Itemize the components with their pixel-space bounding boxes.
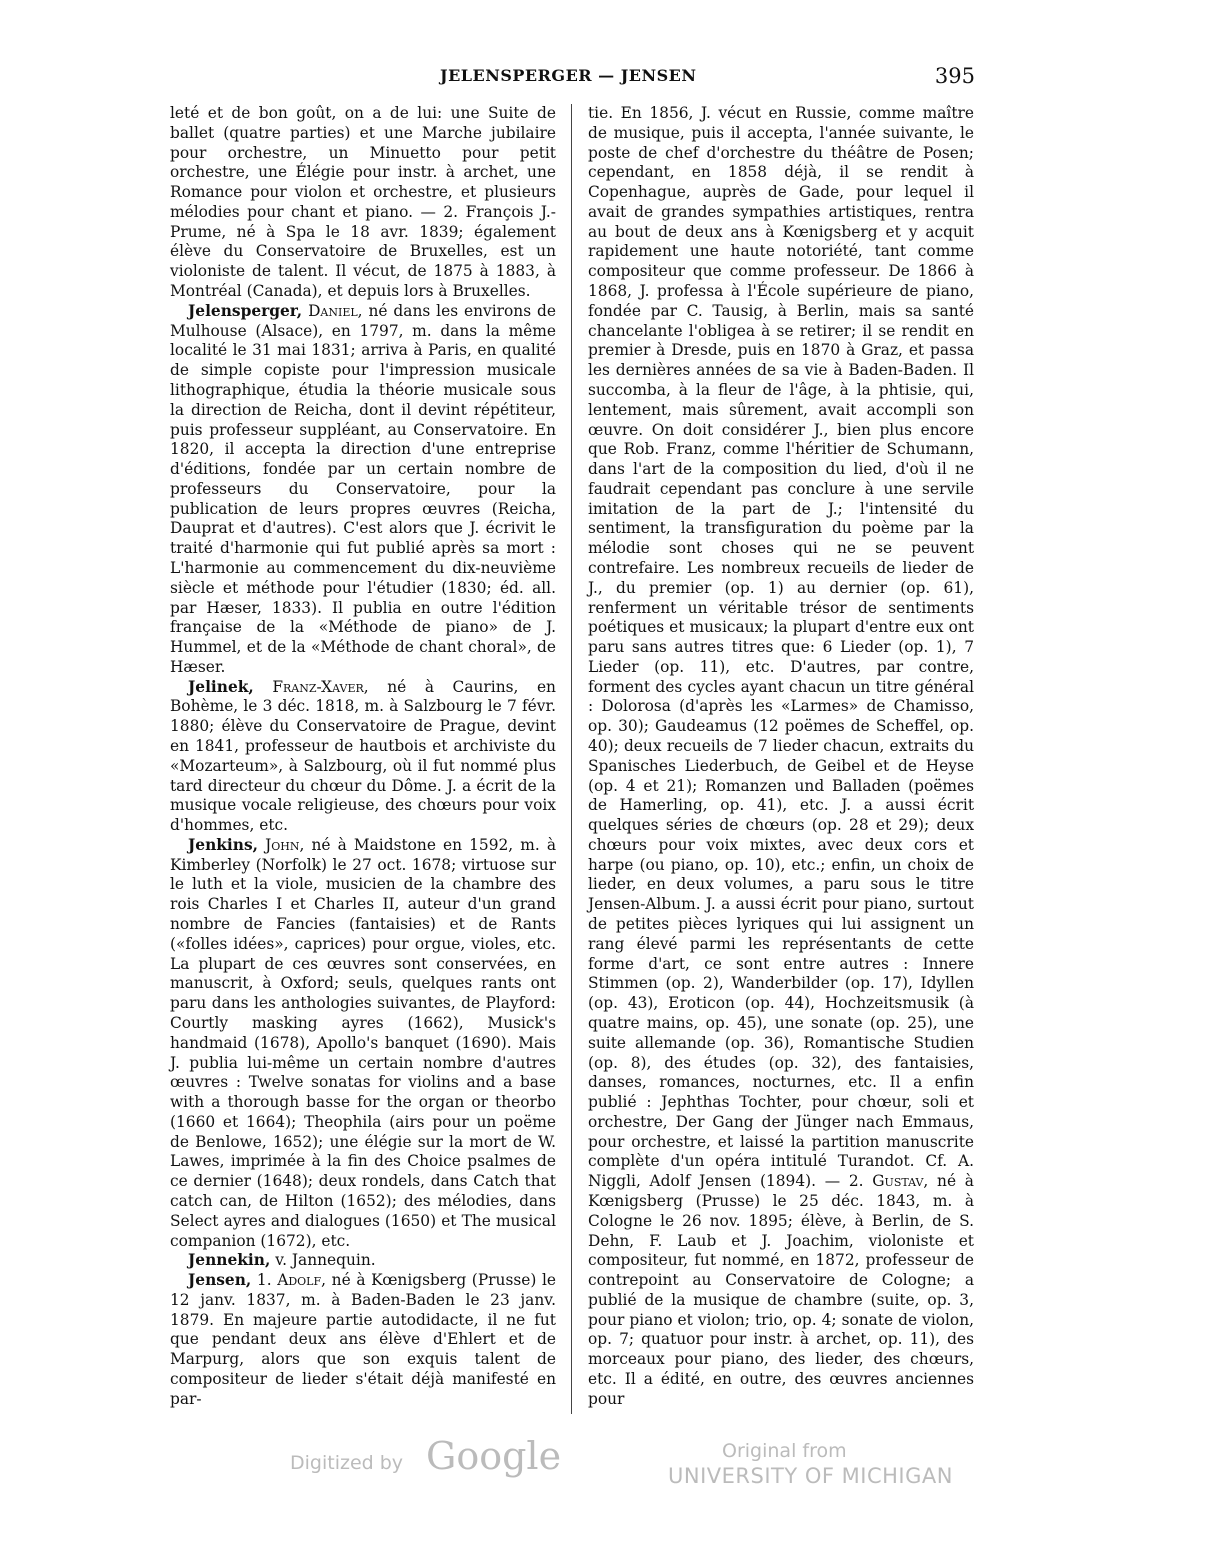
left-column xyxy=(170,104,556,1410)
entry-forename: Gustav, xyxy=(872,1172,929,1191)
entry-text: né à Kœnigsberg (Prusse) le 12 janv. 1837, m. à Baden-Baden le 23 janv. 1879. En majeure partie autodidacte, il ne fut que pendant deux ans élève d'Ehlert et de Marpurg, alors que son exquis talent de compositeur de lieder s'était déjà manifesté en par- xyxy=(170,1271,557,1408)
entry-text: v. Jannequin. xyxy=(275,1251,376,1270)
running-head: JELENSPERGER — JENSEN xyxy=(440,66,697,85)
entry-headword: Jenkins, xyxy=(188,835,258,854)
entry-forename: John, xyxy=(265,835,305,854)
right-column xyxy=(588,104,974,1410)
original-from-text: Original from xyxy=(722,1440,847,1462)
paragraph-continuation: leté et de bon goût, on a de lui: une Suite de ballet (quatre parties) et une Marche jubilaire pour orchestre, un Minuetto pour petit orchestre, une Élégie pour instr. à archet, une Romance pour violon et orchestre, et plusieurs mélodies pour chant et piano. — 2. François J.-Prume, né à Spa le 18 avr. 1839; également élève du Conservatoire de Bruxelles, est un violoniste de talent. Il vécut, de 1875 à 1883, à Montréal (Canada), et depuis lors à Bruxelles. xyxy=(170,104,556,301)
column-divider xyxy=(571,104,572,1414)
paragraph-continuation xyxy=(588,104,974,1410)
entry-jenkins xyxy=(170,836,556,1251)
entry-text: né dans les environs de Mulhouse (Alsace), en 1797, m. dans la même localité le 31 mai 1831; arriva à Paris, en qualité de simple copiste pour l'impression musicale lithographique, étudia la théorie musicale sous la direction de Reicha, dont il devint répétiteur, puis professeur suppléant, au Conservatoire. En 1820, il accepta la direction d'une entreprise d'éditions, fondée par un certain nombre de professeurs du Conservatoire, pour la publication de leurs propres œuvres (Reicha, Dauprat et d'autres). C'est alors que J. écrivit le traité d'harmonie qui fut publié après sa mort : L'harmonie au commencement du dix-neuvième siècle et méthode pour l'étudier (1830; éd. all. par Hæser, 1833). Il publia en outre l'édition française de la «Méthode de piano» de J. Hummel, et de la «Méthode de chant choral», de Hæser. xyxy=(170,301,556,676)
scan-watermark xyxy=(0,1434,1207,1500)
university-text: UNIVERSITY OF MICHIGAN xyxy=(668,1464,953,1488)
entry-forename: Daniel, xyxy=(308,301,363,320)
entry-jelensperger xyxy=(170,302,556,678)
entry-jelinek xyxy=(170,678,556,836)
entry-jennekin xyxy=(170,1251,556,1271)
google-logo: Google xyxy=(426,1434,562,1478)
entry-text: né à Maidstone en 1592, m. à Kimberley (Norfolk) le 27 oct. 1678; virtuose sur le luth et la viole, musicien de la chambre des rois Charles I et Charles II, auteur d'un grand nombre de Fancies (fantaisies) et de Rants («folles idées», caprices) pour orgue, violes, etc. La plupart de ces œuvres sont conservées, en manuscrit, à Oxford; seuls, quelques rants ont paru dans les anthologies suivantes, de Playford: Courtly masking ayres (1662), Musick's handmaid (1678), Apollo's banquet (1690). Mais J. publia lui-même un certain nombre d'autres œuvres : Twelve sonatas for violins and a base with a thorough basse for the organ or theorbo (1660 et 1664); Theophila (airs pour un poëme de Benlowe, 1652); une élégie sur la mort de W. Lawes, imprimée à la fin des Choice psalmes de ce dernier (1648); deux rondels, dans Catch that catch can, de Hilton (1652); des mélodies, dans Select ayres and dialogues (1650) et The musical companion (1672), etc. xyxy=(170,835,556,1250)
page-header xyxy=(170,64,975,94)
entry-jensen xyxy=(170,1271,556,1409)
entry-forename: Franz-Xaver, xyxy=(272,677,369,696)
entry-text: né à Caurins, en Bohème, le 3 déc. 1818, m. à Salzbourg le 7 févr. 1880; élève du Conservatoire de Prague, devint en 1841, professeur de hautbois et archiviste du «Mozarteum», à Salzbourg, où il fut nommé plus tard directeur du chœur du Dôme. J. a écrit de la musique vocale religieuse, des chœurs pour voix d'hommes, etc. xyxy=(170,677,556,835)
page-number: 395 xyxy=(934,64,975,88)
entry-headword: Jelinek, xyxy=(188,677,254,696)
entry-headword: Jennekin, xyxy=(188,1251,271,1270)
entry-headword: Jelensperger, xyxy=(188,301,303,320)
entry-text: tie. En 1856, J. vécut en Russie, comme maître de musique, puis il accepta, l'année suivante, le poste de chef d'orchestre du théâtre de Posen; cependant, en 1858 déjà, il se rendit à Copenhague, auprès de Gade, pour lequel il avait de grandes sympathies artistiques, rentra au bout de deux ans à Kœnigsberg et y acquit rapidement une haute notoriété, tant comme compositeur que comme professeur. De 1866 à 1868, J. professa à l'École supérieure de piano, fondée par C. Tausig, à Berlin, mais sa santé chancelante l'obligea à se retirer; il se rendit en premier à Dresde, puis en 1870 à Graz, et passa les dernières années de sa vie à Baden-Baden. Il succomba, à la fleur de l'âge, à la phtisie, qui, lentement, mais sûrement, avait accompli son œuvre. On doit considérer J., bien plus encore que Rob. Franz, comme l'héritier de Schumann, dans l'art de la composition du lied, d'où il ne faudrait cependant pas conclure à une servile imitation de la part de J.; l'intensité du sentiment, la transfiguration du poème par la mélodie sont choses qui ne se peuvent contrefaire. Les nombreux recueils de lieder de J., du premier (op. 1) au dernier (op. 61), renferment un véritable trésor de sentiments poétiques et musicaux; la plupart d'entre eux ont paru sans autres titres que: 6 Lieder (op. 1), 7 Lieder (op. 11), etc. D'autres, par contre, forment des cycles ayant chacun un titre général : Dolorosa (d'après les «Larmes» de Chamisso, op. 30); Gaudeamus (12 poëmes de Scheffel, op. 40); deux recueils de 7 lieder chacun, extraits du Spanisches Liederbuch, de Geibel et de Heyse (op. 4 et 21); Romanzen und Balladen (poëmes de Hamerling, op. 41), etc. J. a aussi écrit quelques séries de chœurs (op. 28 et 29); deux chœurs pour voix mixtes, avec deux cors et harpe (ou piano, op. 10), etc.; enfin, un choix de lieder, en deux volumes, a paru sous le titre Jensen-Album. J. a aussi écrit pour piano, surtout de petites pièces lyriques qui lui assignent un rang élevé parmi les représentants de cette forme d'art, ce sont entre autres : Innere Stimmen (op. 2), Wanderbilder (op. 17), Idyllen (op. 43), Eroticon (op. 44), Hochzeitsmusik (à quatre mains, op. 45), une sonate (op. 25), une suite allemande (op. 36), Romantische Studien (op. 8), des études (op. 32), des fantaisies, danses, romances, nocturnes, etc. Il a enfin publié : Jephthas Tochter, pour chœur, soli et orchestre, Der Gang der Jünger nach Emmaus, pour orchestre, et laissé la partition manuscrite complète d'un opéra intitulé Turandot. Cf. A. Niggli, Adolf Jensen (1894). — 2. xyxy=(588,104,974,1191)
digitized-by-text: Digitized by xyxy=(290,1452,404,1474)
entry-forename: 1. Adolf, xyxy=(256,1271,327,1290)
entry-text: né à Kœnigsberg (Prusse) le 25 déc. 1843, m. à Cologne le 26 nov. 1895; élève, à Berlin, de S. Dehn, F. Laub et J. Joachim, violoniste et compositeur, fut nommé, en 1872, professeur de contrepoint au Conservatoire de Cologne; a publié de la musique de chambre (suite, op. 3, pour piano et violon; trio, op. 4; sonate de violon, op. 7; quatuor pour instr. à archet, op. 11), des morceaux pour piano, des lieder, des chœurs, etc. Il a édité, en outre, des œuvres anciennes pour xyxy=(588,1172,974,1408)
entry-headword: Jensen, xyxy=(188,1271,252,1290)
